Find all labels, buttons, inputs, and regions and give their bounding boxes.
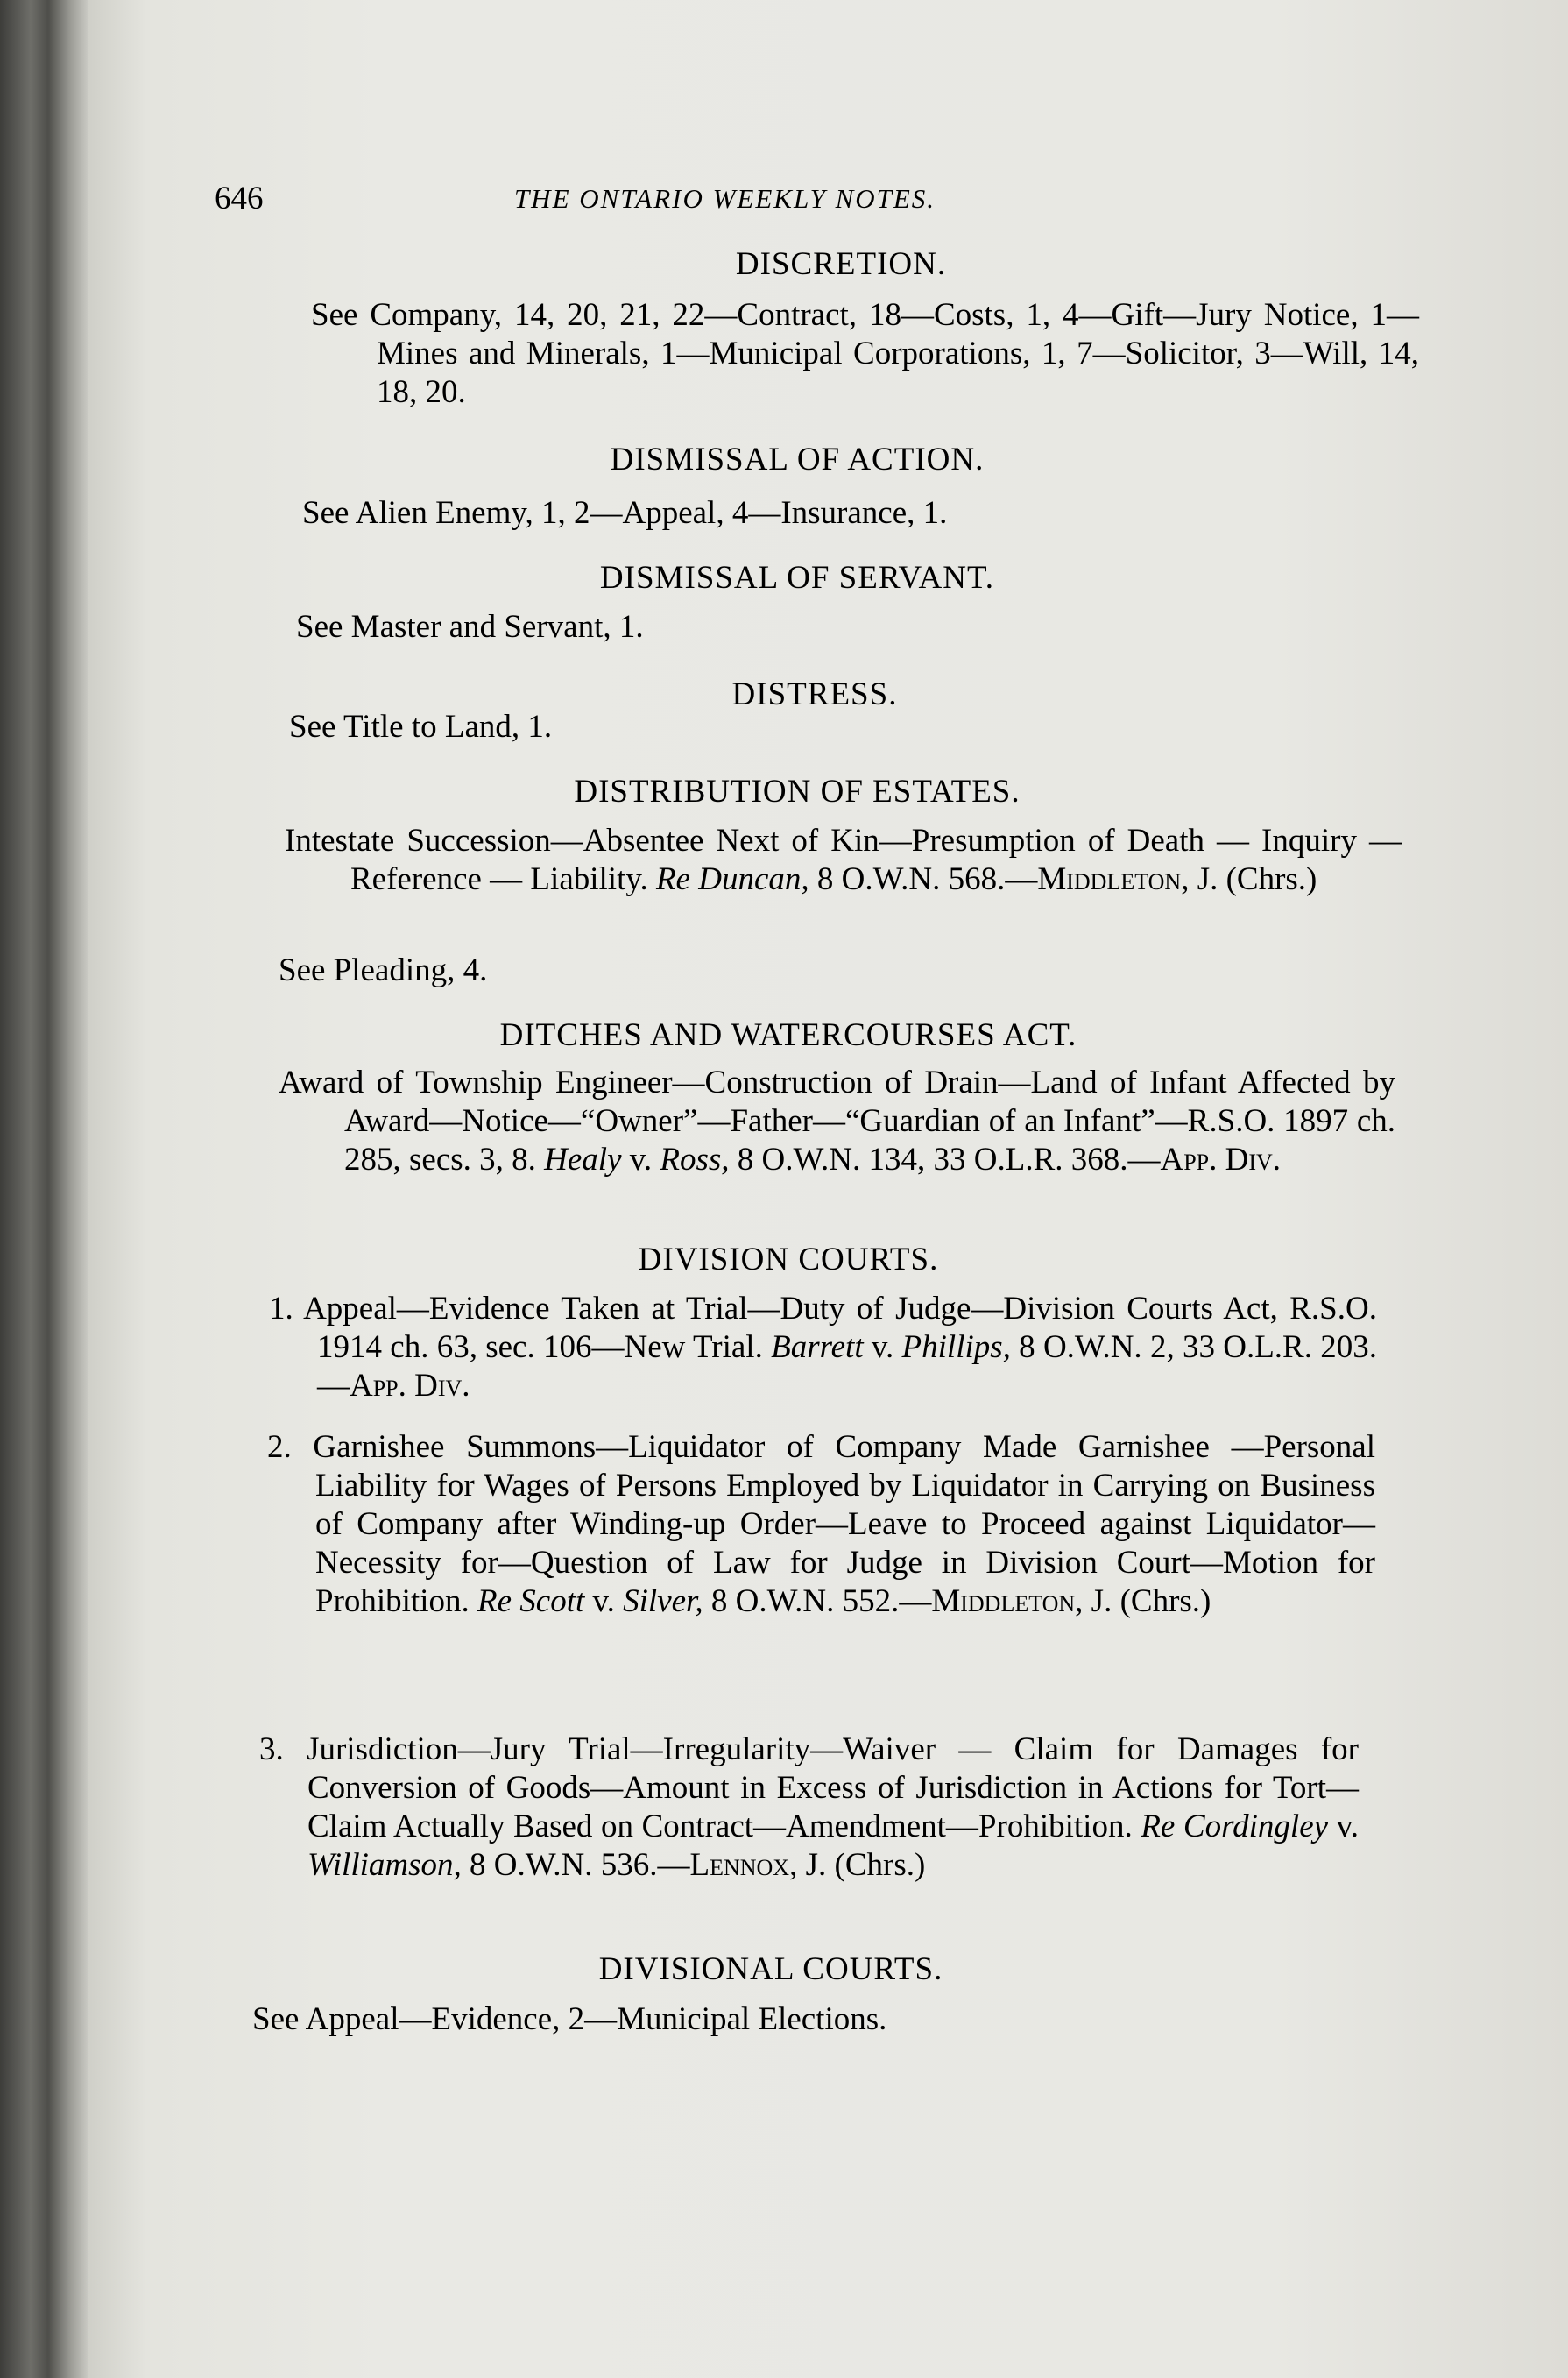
case-v: v.	[1328, 1808, 1359, 1844]
item-number: 1.	[269, 1291, 293, 1327]
case-name-b: Phillips,	[901, 1329, 1011, 1365]
division-courts-item-3	[259, 1730, 1359, 1885]
citation: 8 O.W.N. 134, 33 O.L.R. 368.—	[729, 1142, 1161, 1178]
see-distribution-of-estates: See Pleading, 4.	[279, 952, 488, 988]
division-courts-item-2	[267, 1428, 1375, 1621]
case-v: v.	[863, 1329, 902, 1365]
judge-name: Middleton	[931, 1583, 1076, 1619]
judge-name: Lennox	[689, 1847, 790, 1883]
heading-divisional-courts: DIVISIONAL COURTS.	[598, 1951, 943, 1987]
item-number: 2.	[267, 1429, 292, 1465]
page-number: 646	[215, 180, 264, 216]
heading-discretion: DISCRETION.	[735, 246, 947, 282]
heading-dismissal-of-servant: DISMISSAL OF SERVANT.	[599, 560, 995, 596]
court: , J. (Chrs.)	[789, 1847, 926, 1883]
court: App. Div.	[350, 1368, 470, 1404]
heading-distribution-of-estates: DISTRIBUTION OF ESTATES.	[574, 774, 1021, 810]
heading-distress: DISTRESS.	[731, 676, 898, 712]
see-dismissal-of-action: See Alien Enemy, 1, 2—Appeal, 4—Insurance, 1.	[302, 495, 948, 531]
court: , J. (Chrs.)	[1075, 1583, 1211, 1619]
heading-ditches-and-watercourses-act: DITCHES AND WATERCOURSES ACT.	[499, 1017, 1077, 1053]
journal-title: THE ONTARIO WEEKLY NOTES.	[513, 183, 936, 214]
court: , J. (Chrs.)	[1181, 861, 1317, 897]
item-text: Jurisdiction—Jury Trial—Irregularity—Waiver — Claim for Damages for Conversion of Goods—Amount in Excess of Jurisdiction in Actions for Tort—Claim Actually Based on Contract—Amendment—Prohibition.	[307, 1731, 1359, 1844]
citation: 8 O.W.N. 568.—	[816, 861, 1038, 897]
case-v: v.	[584, 1583, 624, 1619]
book-binding-edge	[0, 0, 88, 2378]
judge-name: Middleton	[1037, 861, 1182, 897]
case-name-a: Healy	[544, 1142, 622, 1178]
heading-dismissal-of-action: DISMISSAL OF ACTION.	[610, 442, 985, 478]
case-name-a: Re Cordingley	[1141, 1808, 1329, 1844]
entry-ditches-and-watercourses	[279, 1064, 1395, 1179]
court: App. Div.	[1160, 1142, 1282, 1178]
citation: 8 O.W.N. 536.—	[461, 1847, 690, 1883]
item-text: Appeal—Evidence Taken at Trial—Duty of Judge—Division Courts Act, R.S.O. 1914 ch. 63, sec. 106—New Trial.	[303, 1291, 1377, 1365]
case-name-b: Williamson,	[307, 1847, 462, 1883]
case-name-a: Barrett	[771, 1329, 864, 1365]
see-distress: See Title to Land, 1.	[289, 709, 553, 745]
case-name: Re Duncan,	[655, 861, 809, 897]
see-divisional-courts: See Appeal—Evidence, 2—Municipal Elections.	[252, 2001, 887, 2037]
heading-division-courts: DIVISION COURTS.	[638, 1242, 939, 1277]
item-text: Garnishee Summons—Liquidator of Company Made Garnishee —Personal Liability for Wages of Persons Employed by Liquidator in Carrying on Business of Company after Winding-up Order—Leave to Proceed against Liquidator—Necessity for—Question of Law for Judge in Division Court—Motion for Prohibition.	[313, 1429, 1375, 1619]
case-name-b: Silver,	[623, 1583, 703, 1619]
case-name-b: Ross,	[660, 1142, 730, 1178]
citation: 8 O.W.N. 2, 33 O.L.R. 203.—	[317, 1329, 1378, 1404]
citation: 8 O.W.N. 552.—	[703, 1583, 932, 1619]
case-name-a: Re Scott	[477, 1583, 585, 1619]
running-head	[215, 180, 1130, 223]
see-dismissal-of-servant: See Master and Servant, 1.	[296, 609, 644, 645]
division-courts-item-1	[269, 1290, 1377, 1405]
entry-text: Award of Township Engineer—Construction of Drain—Land of Infant Affected by Award—Notice—“Owner”—Father—“Guardian of an Infant”—R.S.O. 1897 ch. 285, secs. 3, 8.	[279, 1065, 1395, 1178]
item-number: 3.	[259, 1731, 284, 1767]
case-v: v.	[621, 1142, 660, 1178]
see-discretion: See Company, 14, 20, 21, 22—Contract, 18—Costs, 1, 4—Gift—Jury Notice, 1—Mines and Minerals, 1—Municipal Corporations, 1, 7—Solicitor, 3—Will, 14, 18, 20.	[311, 297, 1419, 410]
entry-text: Intestate Succession—Absentee Next of Kin—Presumption of Death — Inquiry — Reference — Liability.	[285, 823, 1402, 897]
entry-distribution-of-estates	[285, 822, 1402, 899]
